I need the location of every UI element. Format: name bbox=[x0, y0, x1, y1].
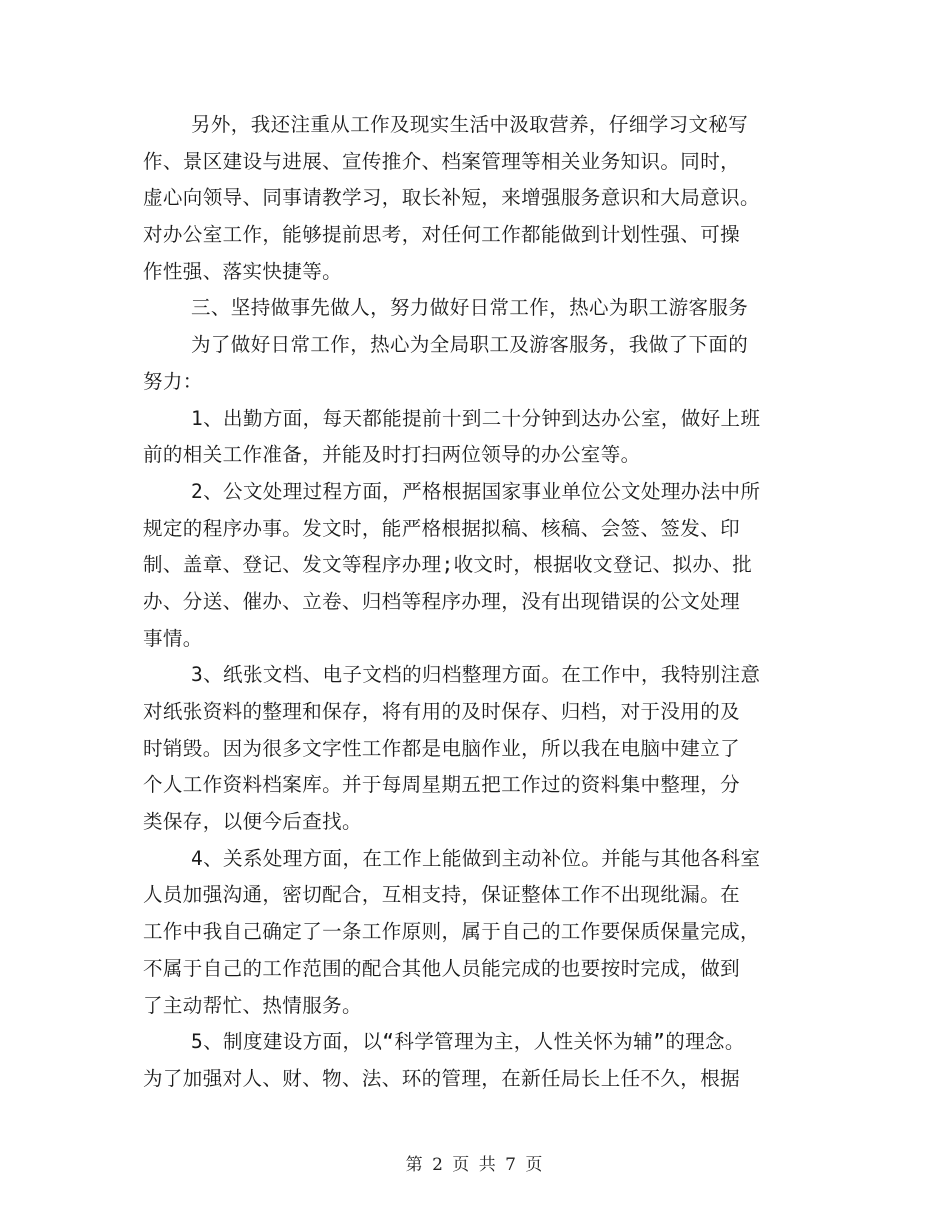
page-number: 第 2 页 共 7 页 bbox=[405, 1155, 545, 1175]
paragraph-line: 另外，我还注重从工作及现实生活中汲取营养，仔细学习文秘写 bbox=[191, 113, 749, 136]
paragraph-line: 1、出勤方面，每天都能提前十到二十分钟到达办公室，做好上班 bbox=[191, 406, 761, 430]
paragraph-line: 前的相关工作准备，并能及时打扫两位领导的办公室等。 bbox=[143, 443, 641, 467]
paragraph-line: 作性强、落实快捷等。 bbox=[143, 259, 343, 283]
section-heading: 三、坚持做事先做人，努力做好日常工作，热心为职工游客服务 bbox=[191, 296, 749, 320]
paragraph-line: 工作中我自己确定了一条工作原则，属于自己的工作要保质保量完成， bbox=[143, 920, 760, 944]
paragraph-line: 2、公文处理过程方面，严格根据国家事业单位公文处理办法中所 bbox=[191, 479, 761, 503]
paragraph-line: 个人工作资料档案库。并于每周星期五把工作过的资料集中整理，分 bbox=[143, 773, 741, 797]
paragraph-line: 努力： bbox=[143, 369, 203, 393]
paragraph-line: 办、分送、催办、立卷、归档等程序办理，没有出现错误的公文处理 bbox=[143, 589, 741, 613]
paragraph-line: 对纸张资料的整理和保存，将有用的及时保存、归档，对于没用的及 bbox=[143, 700, 741, 723]
paragraph-line: 不属于自己的工作范围的配合其他人员能完成的也要按时完成，做到 bbox=[143, 956, 741, 980]
paragraph-line: 5、制度建设方面，以“科学管理为主，人性关怀为辅”的理念。 bbox=[191, 1030, 745, 1054]
paragraph-line: 时销毁。因为很多文字性工作都是电脑作业，所以我在电脑中建立了 bbox=[143, 736, 741, 760]
body-text bbox=[143, 107, 807, 1098]
paragraph-line: 作、景区建设与进展、宣传推介、档案管理等相关业务知识。同时， bbox=[143, 149, 741, 173]
paragraph-line: 虚心向领导、同事请教学习，取长补短，来增强服务意识和大局意识。 bbox=[143, 186, 760, 210]
paragraph-line: 3、纸张文档、电子文档的归档整理方面。在工作中，我特别注意 bbox=[191, 663, 761, 687]
paragraph-line: 4、关系处理方面，在工作上能做到主动补位。并能与其他各科室 bbox=[191, 846, 761, 870]
paragraph-line: 制、盖章、登记、发文等程序办理;收文时，根据收文登记、拟办、批 bbox=[143, 553, 753, 577]
paragraph-line: 类保存，以便今后查找。 bbox=[143, 810, 362, 834]
paragraph-line: 了主动帮忙、热情服务。 bbox=[143, 993, 362, 1017]
paragraph-line: 事情。 bbox=[143, 626, 203, 650]
paragraph-line: 为了加强对人、财、物、法、环的管理，在新任局长上任不久，根据 bbox=[143, 1066, 741, 1090]
paragraph-line: 对办公室工作，能够提前思考，对任何工作都能做到计划性强、可操 bbox=[143, 223, 741, 247]
paragraph-line: 为了做好日常工作，热心为全局职工及游客服务，我做了下面的 bbox=[191, 333, 749, 357]
paragraph-line: 规定的程序办事。发文时，能严格根据拟稿、核稿、会签、签发、印 bbox=[143, 516, 741, 540]
paragraph-line: 人员加强沟通，密切配合，互相支持，保证整体工作不出现纰漏。在 bbox=[143, 883, 741, 907]
